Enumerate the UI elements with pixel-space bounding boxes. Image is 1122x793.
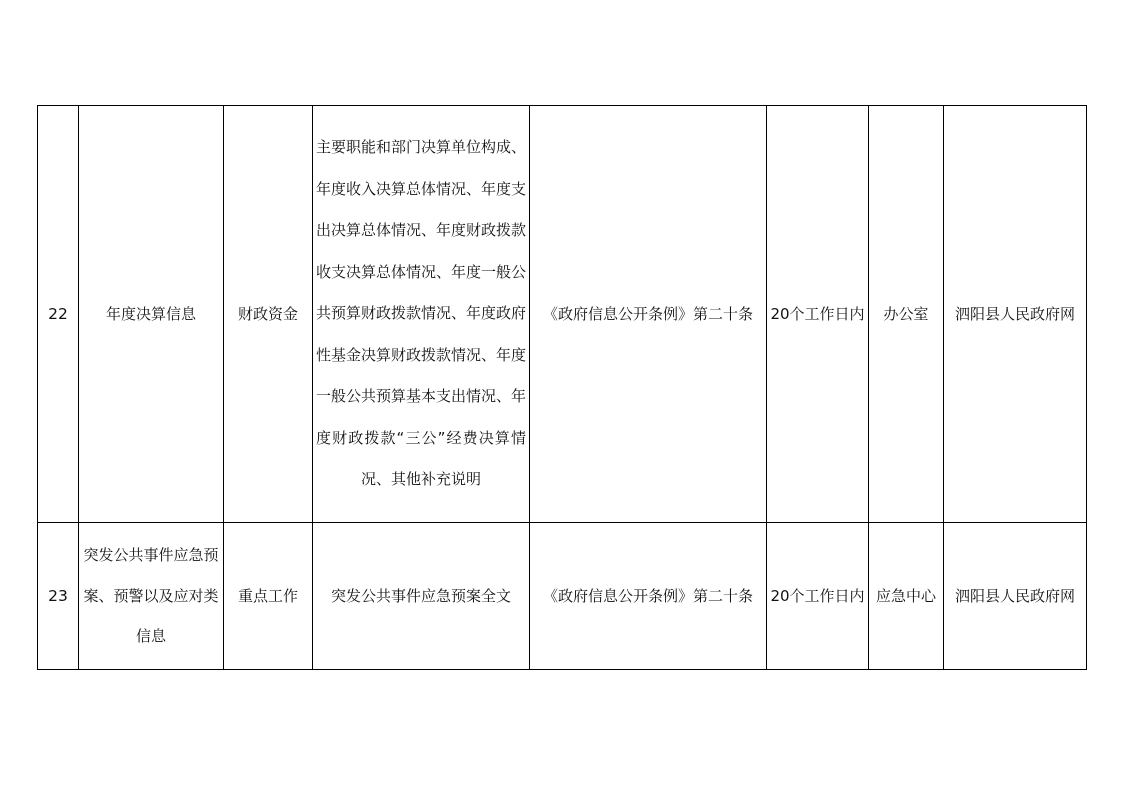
channel-text: 泗阳县人民政府网 bbox=[954, 587, 1075, 605]
type-cell bbox=[224, 523, 313, 670]
basis-text: 《政府信息公开条例》第二十条 bbox=[542, 587, 753, 605]
category-cell bbox=[79, 106, 224, 523]
row-number-cell bbox=[38, 106, 79, 523]
department-cell bbox=[869, 523, 944, 670]
time-limit-text: 20个工作日内 bbox=[770, 305, 865, 323]
basis-cell bbox=[530, 106, 767, 523]
channel-text: 泗阳县人民政府网 bbox=[954, 305, 1075, 323]
category-text: 突发公共事件应急预案、预警以及应对类信息 bbox=[83, 546, 219, 646]
channel-cell bbox=[944, 106, 1087, 523]
table-row bbox=[38, 523, 1087, 670]
time-limit-cell bbox=[767, 523, 869, 670]
department-cell bbox=[869, 106, 944, 523]
time-limit-cell bbox=[767, 106, 869, 523]
department-text: 应急中心 bbox=[875, 587, 936, 605]
disclosure-table bbox=[37, 105, 1087, 670]
content-text: 主要职能和部门决算单位构成、年度收入决算总体情况、年度支出决算总体情况、年度财政拨款收支决算总体情况、年度一般公共预算财政拨款情况、年度政府性基金决算财政拨款情况、年度一般公共预算基本支出情况、年度财政拨款“三公”经费决算情况、其他补充说明 bbox=[316, 138, 527, 489]
type-cell bbox=[224, 106, 313, 523]
table-row bbox=[38, 106, 1087, 523]
time-limit-text: 20个工作日内 bbox=[770, 587, 865, 605]
category-text: 年度决算信息 bbox=[105, 305, 196, 323]
content-cell bbox=[313, 523, 530, 670]
category-cell bbox=[79, 523, 224, 670]
content-text: 突发公共事件应急预案全文 bbox=[330, 587, 511, 605]
row-number-cell bbox=[38, 523, 79, 670]
row-number: 23 bbox=[48, 587, 68, 605]
type-text: 重点工作 bbox=[237, 587, 298, 605]
basis-cell bbox=[530, 523, 767, 670]
channel-cell bbox=[944, 523, 1087, 670]
type-text: 财政资金 bbox=[237, 305, 298, 323]
row-number: 22 bbox=[48, 305, 68, 323]
basis-text: 《政府信息公开条例》第二十条 bbox=[542, 305, 753, 323]
department-text: 办公室 bbox=[883, 305, 929, 323]
content-cell bbox=[313, 106, 530, 523]
